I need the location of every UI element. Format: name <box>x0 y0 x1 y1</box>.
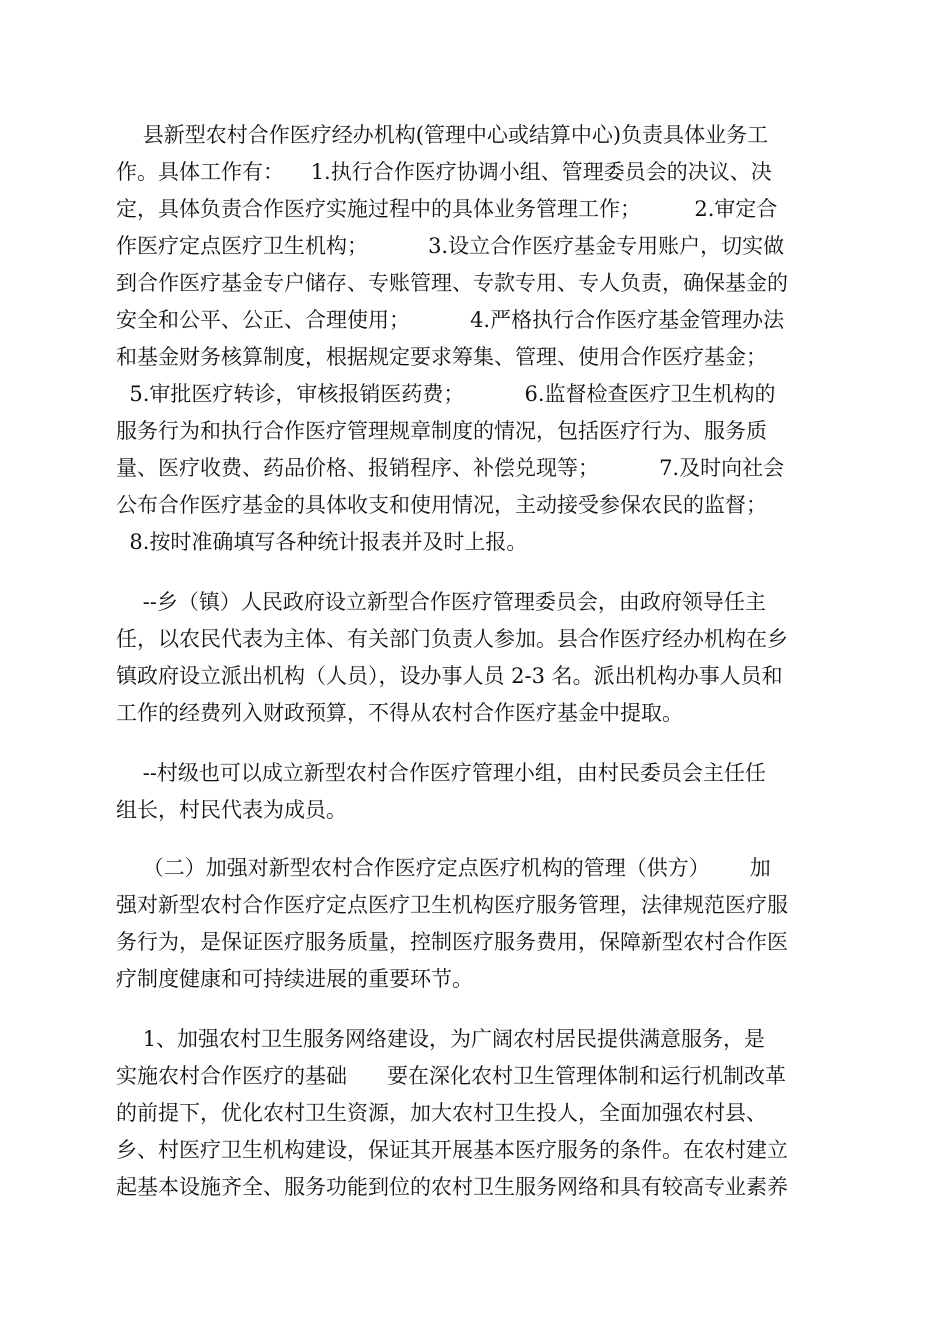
text-line: 和基金财务核算制度，根据规定要求筹集、管理、使用合作医疗基金； <box>116 345 767 369</box>
text-line: 服务行为和执行合作医疗管理规章制度的情况，包括医疗行为、服务质 <box>116 419 767 443</box>
text-line: --乡（镇）人民政府设立新型合作医疗管理委员会，由政府领导任主 <box>116 590 766 614</box>
text-line: 工作的经费列入财政预算，不得从农村合作医疗基金中提取。 <box>116 701 683 725</box>
text-line: 1、加强农村卫生服务网络建设，为广阔农村居民提供满意服务，是 <box>116 1027 766 1051</box>
text-line: 到合作医疗基金专户储存、专账管理、专款专用、专人负责，确保基金的 <box>116 271 788 295</box>
text-line: 量、医疗收费、药品价格、报销程序、补偿兑现等； 7.及时向社会 <box>116 456 785 480</box>
text-line: （二）加强对新型农村合作医疗定点医疗机构的管理（供方） 加 <box>116 856 771 880</box>
text-line: 作医疗定点医疗卫生机构； 3.设立合作医疗基金专用账户，切实做 <box>116 234 785 258</box>
text-line: 的前提下，优化农村卫生资源，加大农村卫生投人，全面加强农村县、 <box>116 1101 767 1125</box>
text-line: 组长，村民代表为成员。 <box>116 798 347 822</box>
text-line: 疗制度健康和可持续进展的重要环节。 <box>116 967 473 991</box>
text-line: 县新型农村合作医疗经办机构(管理中心或结算中心)负责具体业务工 <box>116 123 769 147</box>
text-line: 任，以农民代表为主体、有关部门负责人参加。县合作医疗经办机构在乡 <box>116 627 788 651</box>
text-line: 乡、村医疗卫生机构建设，保证其开展基本医疗服务的条件。在农村建立 <box>116 1138 788 1162</box>
text-line: 定，具体负责合作医疗实施过程中的具体业务管理工作； 2.审定合 <box>116 197 778 221</box>
text-line: 强对新型农村合作医疗定点医疗卫生机构医疗服务管理，法律规范医疗服 <box>116 893 788 917</box>
text-line: 公布合作医疗基金的具体收支和使用情况，主动接受参保农民的监督； <box>116 493 767 517</box>
text-line: 5.审批医疗转诊，审核报销医药费； 6.监督检查医疗卫生机构的 <box>116 382 776 406</box>
text-line: 8.按时准确填写各种统计报表并及时上报。 <box>116 530 528 554</box>
text-line: 镇政府设立派出机构（人员），设办事人员 2-3 名。派出机构办事人员和 <box>116 664 783 688</box>
text-line: --村级也可以成立新型农村合作医疗管理小组，由村民委员会主任任 <box>116 761 766 785</box>
text-line: 起基本设施齐全、服务功能到位的农村卫生服务网络和具有较高专业素养 <box>116 1175 788 1199</box>
text-line: 务行为，是保证医疗服务质量，控制医疗服务费用，保障新型农村合作医 <box>116 930 788 954</box>
text-line: 安全和公平、公正、合理使用； 4.严格执行合作医疗基金管理办法 <box>116 308 785 332</box>
text-line: 作。具体工作有： 1.执行合作医疗协调小组、管理委员会的决议、决 <box>116 160 772 184</box>
text-line: 实施农村合作医疗的基础 要在深化农村卫生管理体制和运行机制改革 <box>116 1064 787 1088</box>
